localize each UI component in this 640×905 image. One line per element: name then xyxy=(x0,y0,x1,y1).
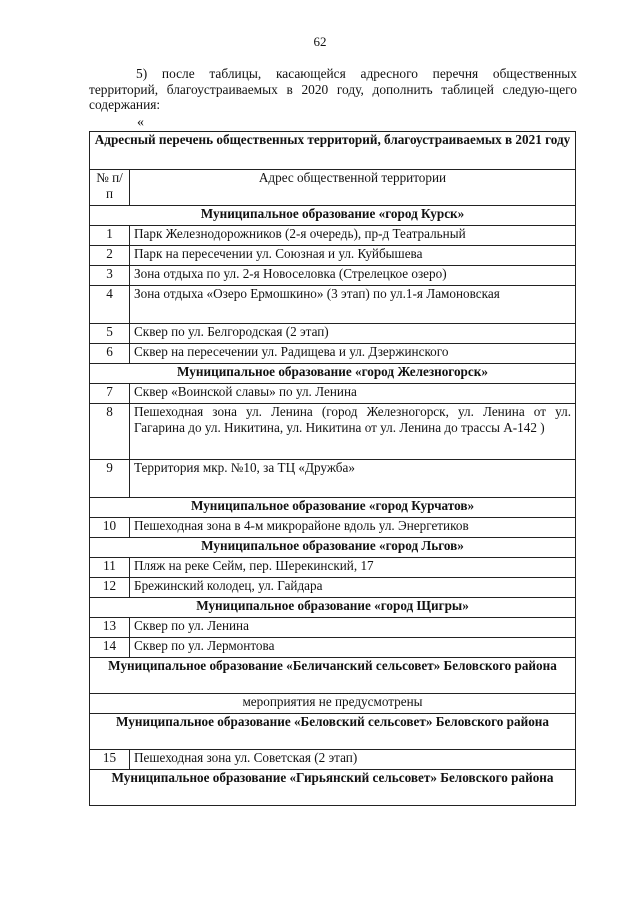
row-num: 12 xyxy=(90,578,130,598)
no-measures-note: мероприятия не предусмотрены xyxy=(90,694,576,714)
group-row xyxy=(90,658,576,694)
row-address: Пешеходная зона ул. Ленина (город Железногорск, ул. Ленина от ул. Гагарина до ул. Никитина, ул. Никитина от ул. Ленина до трассы А-142 ) xyxy=(130,404,576,460)
group-title: Муниципальное образование «город Курчатов» xyxy=(90,498,576,518)
row-address: Сквер по ул. Лермонтова xyxy=(130,638,576,658)
row-num: 8 xyxy=(90,404,130,460)
row-num: 10 xyxy=(90,518,130,538)
group-row xyxy=(90,770,576,806)
row-address: Сквер «Воинской славы» по ул. Ленина xyxy=(130,384,576,404)
row-num: 15 xyxy=(90,750,130,770)
group-title: Муниципальное образование «город Курск» xyxy=(90,206,576,226)
table-title-row xyxy=(90,132,576,170)
row-address: Парк на пересечении ул. Союзная и ул. Куйбышева xyxy=(130,246,576,266)
intro-text: 5) после таблицы, касающейся адресного перечня общественных территорий, благоустраиваемых в 2020 году, дополнить таблицей следую-щего содержания: xyxy=(89,66,577,112)
row-address: Парк Железнодорожников (2-я очередь), пр-д Театральный xyxy=(130,226,576,246)
row-num: 14 xyxy=(90,638,130,658)
table-row xyxy=(90,286,576,324)
group-row xyxy=(90,598,576,618)
row-address: Пешеходная зона в 4-м микрорайоне вдоль ул. Энергетиков xyxy=(130,518,576,538)
row-address: Пляж на реке Сейм, пер. Шерекинский, 17 xyxy=(130,558,576,578)
address-table xyxy=(89,131,576,806)
row-address: Территория мкр. №10, за ТЦ «Дружба» xyxy=(130,460,576,498)
row-num: 7 xyxy=(90,384,130,404)
row-address: Сквер по ул. Белгородская (2 этап) xyxy=(130,324,576,344)
row-address: Брежинский колодец, ул. Гайдара xyxy=(130,578,576,598)
opening-quote: « xyxy=(137,115,144,130)
table-row xyxy=(90,324,576,344)
group-row xyxy=(90,364,576,384)
col-num-header: № п/п xyxy=(90,170,130,206)
table-row xyxy=(90,558,576,578)
row-num: 9 xyxy=(90,460,130,498)
row-num: 1 xyxy=(90,226,130,246)
table-row xyxy=(90,266,576,286)
row-num: 4 xyxy=(90,286,130,324)
table-row xyxy=(90,694,576,714)
group-title: Муниципальное образование «Гирьянский сельсовет» Беловского района xyxy=(90,770,576,806)
row-num: 5 xyxy=(90,324,130,344)
row-address: Зона отдыха по ул. 2-я Новоселовка (Стрелецкое озеро) xyxy=(130,266,576,286)
group-row xyxy=(90,498,576,518)
row-address: Сквер по ул. Ленина xyxy=(130,618,576,638)
row-num: 13 xyxy=(90,618,130,638)
group-row xyxy=(90,538,576,558)
table-row xyxy=(90,246,576,266)
col-address-header: Адрес общественной территории xyxy=(130,170,576,206)
table-title: Адресный перечень общественных территорий, благоустраиваемых в 2021 году xyxy=(90,132,576,170)
group-row xyxy=(90,206,576,226)
table-row xyxy=(90,344,576,364)
row-address: Пешеходная зона ул. Советская (2 этап) xyxy=(130,750,576,770)
table-row xyxy=(90,384,576,404)
table-row xyxy=(90,618,576,638)
row-num: 2 xyxy=(90,246,130,266)
table-row xyxy=(90,460,576,498)
page-number: 62 xyxy=(313,34,327,49)
row-num: 6 xyxy=(90,344,130,364)
table-row xyxy=(90,638,576,658)
row-address: Сквер на пересечении ул. Радищева и ул. Дзержинского xyxy=(130,344,576,364)
group-title: Муниципальное образование «Беличанский сельсовет» Беловского района xyxy=(90,658,576,694)
group-title: Муниципальное образование «город Щигры» xyxy=(90,598,576,618)
table-row xyxy=(90,578,576,598)
row-num: 11 xyxy=(90,558,130,578)
row-num: 3 xyxy=(90,266,130,286)
row-address: Зона отдыха «Озеро Ермошкино» (3 этап) по ул.1-я Ламоновская xyxy=(130,286,576,324)
group-row xyxy=(90,714,576,750)
table-row xyxy=(90,404,576,460)
table-row xyxy=(90,518,576,538)
group-title: Муниципальное образование «Беловский сельсовет» Беловского района xyxy=(90,714,576,750)
group-title: Муниципальное образование «город Железногорск» xyxy=(90,364,576,384)
table-header-row xyxy=(90,170,576,206)
table-row xyxy=(90,226,576,246)
group-title: Муниципальное образование «город Льгов» xyxy=(90,538,576,558)
table-row xyxy=(90,750,576,770)
intro-paragraph xyxy=(89,66,577,113)
